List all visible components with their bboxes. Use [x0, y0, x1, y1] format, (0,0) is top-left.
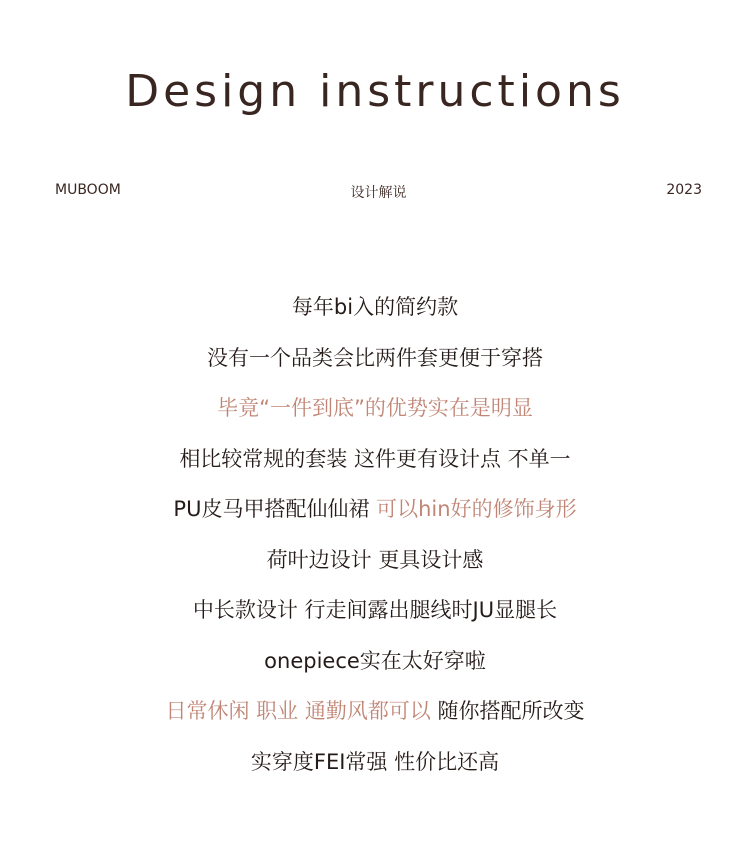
- description-line: [0, 543, 750, 594]
- line-text: 中长款设计 行走间露出腿线时JU显腿长: [192, 598, 558, 622]
- description-lines: [0, 290, 750, 795]
- line-text: 相比较常规的套装 这件更有设计点 不单一: [179, 446, 571, 471]
- brand-label: MUBOOM: [55, 182, 121, 198]
- line-text: onepiece实在太好穿啦: [264, 648, 486, 673]
- description-line: [0, 694, 750, 745]
- line-text: 实穿度FEI常强 性价比还高: [250, 749, 500, 774]
- line-text: PU皮马甲搭配仙仙裙: [173, 497, 377, 521]
- subtitle-label: 设计解说: [350, 185, 407, 201]
- line-text: 荷叶边设计 更具设计感: [266, 547, 484, 572]
- description-line: [0, 644, 750, 695]
- line-text: 每年bi入的简约款: [291, 295, 459, 319]
- line-text: 随你搭配所改变: [430, 699, 585, 723]
- highlight-text: 日常休闲 职业 通勤风都可以: [165, 699, 431, 723]
- line-text: 没有一个品类会比两件套更便于穿搭: [207, 345, 543, 370]
- description-line: [0, 290, 750, 341]
- highlight-text: 可以hin好的修饰身形: [376, 497, 577, 521]
- description-line: [0, 442, 750, 493]
- highlight-text: 毕竟“一件到底”的优势实在是明显: [217, 396, 533, 420]
- description-line: [0, 341, 750, 392]
- description-line: [0, 492, 750, 543]
- page-title: Design instructions: [125, 66, 625, 117]
- description-line: [0, 745, 750, 796]
- meta-row: [55, 182, 702, 202]
- description-line: [0, 391, 750, 442]
- year-label: 2023: [666, 182, 702, 198]
- description-line: [0, 593, 750, 644]
